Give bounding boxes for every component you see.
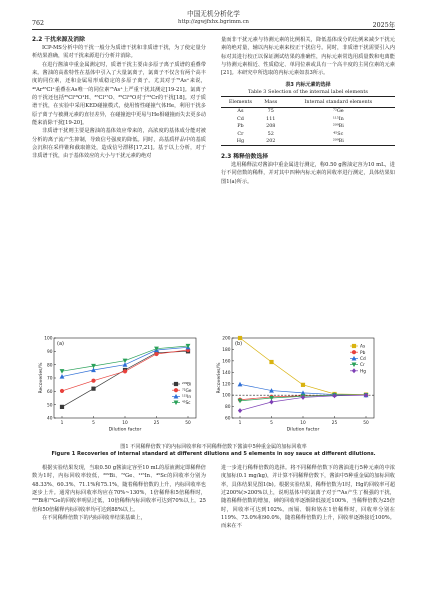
page-number: 762 bbox=[32, 20, 45, 27]
left-column bbox=[32, 36, 206, 161]
legend-marker bbox=[352, 350, 356, 354]
figure-caption-en: Figure 1 Recoveries of internal standard at different dilutions and 5 elements in soy sauce at different dilutions. bbox=[51, 451, 376, 457]
table-caption-cn: 表3 内标元素的选择 bbox=[285, 81, 331, 88]
table-row: Cd 111 ¹¹⁵In bbox=[237, 115, 344, 122]
paragraph: 量而非干扰元素与待测元素的比例相关，降低基体成分的比例来减少干扰元素的绝对量，辅以内标元素来校正干扰信号。同时，非质谱干扰需要引入内标对其进行校正以保证测试结果的准确性，内标元素常选用质量数和电离能与待测元素相近、性质稳定、单同位素或具有一个高丰度的主同位素的元素[21]。本研究中所选取的内标元素如表3所示。 bbox=[221, 37, 395, 77]
y-tick-label: 80 bbox=[47, 363, 53, 369]
x-tick-label: 25 bbox=[153, 421, 160, 426]
data-point bbox=[91, 387, 95, 391]
legend-entry: Cd bbox=[360, 357, 366, 362]
plot-frame bbox=[232, 338, 374, 418]
table-row: Pb 208 ²⁰⁹Bi bbox=[237, 123, 344, 130]
right-column bbox=[221, 36, 395, 186]
paragraph: 在进行酱油中重金属测定时，质谱干扰主要由多原子离子质谱的重叠带来。酱油的高盐特性在基体中引入了大量氯离子，氯离子不仅含有两个高丰度的同位素，还和金属易形成稳定的多原子离子。尤其对于⁷⁵As⁺来说，⁴⁰Ar³⁵Cl⁺重叠在As唯一的同位素⁷⁵As⁺上严重干扰其测定[19-21]。氯离子的干扰还包括³⁵Cl¹⁶O¹H、³⁵Cl¹⁷O、³⁵Cl¹⁶O对于⁵²Cr的干扰[18]。对于质谱干扰，在实验中采用KED碰撞模式，使用惰性碰撞气体He，利用干扰多原子离子与被测元素的直径差异，在碰撞池中更易与He相碰撞而失去更多动能来消除干扰[19-20]。 bbox=[32, 61, 206, 127]
legend-entry: Hg bbox=[360, 369, 366, 375]
data-point bbox=[301, 383, 305, 387]
paragraph: 在不同稀释倍数下的内标回收率结果基础上， bbox=[42, 515, 146, 522]
figure-1 bbox=[34, 334, 394, 439]
y-tick-label: 100 bbox=[222, 393, 231, 399]
legend-entry: As bbox=[360, 344, 366, 350]
data-point bbox=[123, 369, 127, 373]
y-tick-label: 200 bbox=[222, 336, 231, 342]
panel-label: (a) bbox=[57, 341, 64, 347]
x-tick-label: 5 bbox=[270, 421, 273, 426]
legend-entry: ⁴⁵Sc bbox=[182, 401, 191, 407]
x-tick-label: 5 bbox=[92, 421, 95, 426]
x-tick-label: 1 bbox=[60, 421, 64, 426]
x-tick-label: 50 bbox=[185, 421, 191, 426]
y-axis-label: Recoveries/% bbox=[217, 362, 222, 394]
data-point bbox=[238, 382, 243, 387]
paragraph: 进一步进行稀释倍数的选择。将不同稀释倍数下的酱油进行5种元素的中浓度加标(0.1 mg/kg)，并计算不同稀释倍数下，酱油中5种重金属的加标回收率，具体结果见图1(b)。根据实验结果，稀释倍数为1时，Hg的回收率可超过200%(>200%以上，说明基体中的氯离子对于⁷⁵As产生了极强的干扰，随着稀释倍数的增加，砷的回收率逐渐降低接近100%，当稀释倍数为25倍时，回收率可达到102%。而镉、铜和铬在1倍稀释时，回收率分别在119%、73.0%和90.0%，随着稀释倍数的上升，回收率逐渐接近100%。而来在不 bbox=[221, 465, 395, 530]
legend-entry: ¹¹⁵In bbox=[182, 395, 192, 400]
header-rule bbox=[32, 29, 395, 30]
data-point bbox=[60, 405, 64, 409]
y-tick-label: 180 bbox=[222, 348, 231, 354]
data-point bbox=[238, 399, 243, 404]
table-row: Cr 52 ⁴⁵Sc bbox=[237, 130, 344, 137]
data-point bbox=[60, 389, 64, 393]
section-heading-2-3: 2.3 稀释倍数选择 bbox=[221, 153, 269, 160]
data-point bbox=[238, 408, 242, 413]
paragraph: ICP-MS分析中的干扰一般分为质谱干扰和非质谱干扰，为了使定量分析结果准确，需对干扰来源进行分析并消除。 bbox=[32, 45, 206, 60]
plot-frame bbox=[54, 338, 196, 418]
journal-title: 中国无机分析化学 bbox=[187, 10, 240, 18]
journal-url[interactable]: http://zgwjfxhx.bgrimm.cn bbox=[178, 19, 249, 25]
data-point bbox=[238, 336, 242, 340]
internal-standard-table bbox=[221, 96, 395, 146]
table-header: Mass bbox=[260, 96, 282, 107]
x-tick-label: 1 bbox=[238, 421, 242, 426]
table-header: Internal standard elements bbox=[282, 96, 395, 107]
table-row: As 75 ⁷²Ge bbox=[237, 108, 344, 115]
data-point bbox=[154, 352, 158, 356]
legend-entry: ²⁰⁹Bi bbox=[182, 382, 192, 388]
y-tick-label: 120 bbox=[222, 382, 231, 388]
legend-marker bbox=[174, 388, 178, 392]
data-point bbox=[269, 360, 273, 364]
legend-marker bbox=[174, 382, 178, 386]
y-tick-label: 40 bbox=[47, 416, 53, 422]
y-tick-label: 100 bbox=[44, 336, 53, 342]
paragraph: 选用稀释法对酱油中重金属进行测定，称0.50 g酱油定容为10 mL，进行不同倍数的稀释，并对其中四种内标元素的回收率进行测定，具体结果如图1(a)所示。 bbox=[221, 161, 395, 185]
y-tick-label: 140 bbox=[222, 370, 231, 376]
data-point bbox=[269, 400, 273, 405]
x-axis-label: Dilution factor bbox=[286, 427, 320, 433]
table-caption-en: Table 3 Selection of the internal label elements bbox=[248, 88, 368, 95]
y-tick-label: 90 bbox=[47, 349, 53, 355]
table-header: Elements bbox=[221, 96, 260, 107]
legend-marker bbox=[352, 368, 356, 373]
panel-label: (b) bbox=[235, 341, 243, 347]
data-point bbox=[60, 369, 65, 374]
legend-entry: ⁷²Ge bbox=[182, 388, 192, 394]
bottom-right-column bbox=[221, 464, 395, 531]
x-tick-label: 50 bbox=[363, 421, 369, 426]
bottom-left-column bbox=[32, 464, 206, 522]
figure-caption-cn: 图1 不同稀释倍数下的内标回收率和不同稀释倍数下酱油中5种重金属的加标回收率 bbox=[120, 444, 307, 450]
y-tick-label: 160 bbox=[222, 359, 231, 365]
y-tick-label: 70 bbox=[47, 376, 53, 382]
x-axis-label: Dilution factor bbox=[108, 427, 142, 433]
x-tick-label: 10 bbox=[122, 421, 128, 426]
x-tick-label: 10 bbox=[300, 421, 306, 426]
data-point bbox=[91, 379, 95, 383]
y-tick-label: 50 bbox=[47, 403, 53, 409]
x-tick-label: 25 bbox=[331, 421, 338, 426]
y-tick-label: 60 bbox=[47, 389, 53, 395]
y-tick-label: 60 bbox=[225, 416, 231, 422]
y-tick-label: 80 bbox=[225, 405, 231, 411]
legend-entry: Cr bbox=[360, 363, 365, 369]
y-axis-label: Recoveries/% bbox=[39, 362, 44, 394]
section-heading-2-2: 2.2 干扰来源及消除 bbox=[32, 37, 85, 43]
paragraph: 非质谱干扰则主要是酱油的基体效应带来的，高浓度的基体成分能对被分析的离子流产生抑制，导致信号强度的降低。同时，高基质样品中的基质会沉积在采样锥和截取锥处，造成信号漂移[17,21]。基于以上分析，对于非质谱干扰，由于基体效应的大小与干扰元素的绝对 bbox=[32, 128, 206, 160]
paragraph: 根据实验结果发现，当取0.50 g酱油定容至10 mL的原液测定即稀释倍数为1时，内标回收率较低，²⁰⁹Bi、⁷²Ge、¹¹⁵In、⁴⁵Sc的回收率分别为48.33%、60.3%、71.1%和75.1%，随着稀释倍数的上升，内标回收率也逐步上升。通常内标回收率均应在70%~130%，1倍稀释和5倍稀释时，²⁰⁹Bi和⁷²Ge的回收率明显过低，10倍稀释内标回收率可达到70%以上，25倍和50倍稀释内标回收率均可达到88%以上。 bbox=[32, 465, 206, 513]
legend-entry: Pb bbox=[360, 350, 366, 356]
table-row: Hg 202 ²⁰⁹Bi bbox=[221, 138, 395, 146]
legend-marker bbox=[352, 344, 356, 348]
journal-year: 2025年 bbox=[372, 22, 395, 29]
